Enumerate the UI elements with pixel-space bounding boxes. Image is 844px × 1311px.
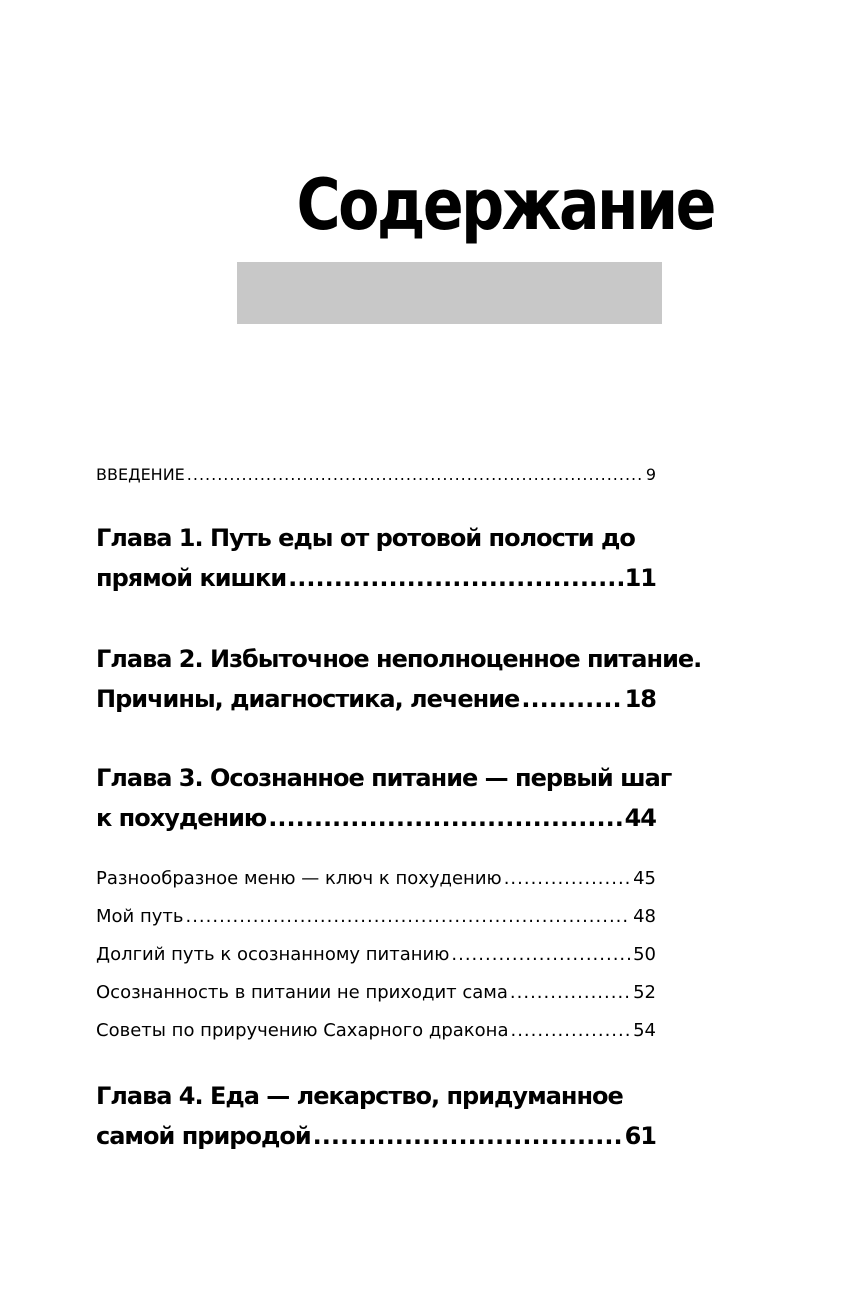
toc-entry-label: Разнообразное меню — ключ к похудению [96, 868, 502, 889]
toc-page-number: 48 [633, 906, 656, 927]
toc-leader-dots [185, 898, 631, 936]
toc-page-number: 11 [624, 564, 656, 592]
toc-chapter-1[interactable] [96, 518, 656, 598]
chapter-title-line1: Глава 3. Осознанное питание — первый шаг [96, 764, 672, 792]
toc-subsection-list [96, 860, 656, 1050]
toc-page-number: 61 [624, 1122, 656, 1150]
toc-page-number: 50 [633, 944, 656, 965]
toc-page-number: 52 [633, 982, 656, 1003]
toc-leader-dots [504, 860, 631, 898]
chapter-title-line2: самой природой [96, 1122, 311, 1150]
toc-leader-dots [510, 974, 631, 1012]
title-underline-bar [237, 262, 662, 324]
toc-leader-dots [187, 460, 644, 490]
toc-leader-dots [451, 936, 631, 974]
page-title: Содержание [296, 164, 714, 246]
toc-leader-dots [288, 558, 622, 598]
toc-leader-dots [268, 798, 622, 838]
toc-page-number: 44 [624, 804, 656, 832]
toc-chapter-4[interactable] [96, 1076, 656, 1156]
chapter-title-line2: к похудению [96, 804, 267, 832]
toc-entry-label: Осознанность в питании не приходит сама [96, 982, 508, 1003]
chapter-title-line2: прямой кишки [96, 564, 287, 592]
toc-chapter-2[interactable] [96, 639, 702, 719]
toc-subsection[interactable] [96, 1012, 656, 1050]
toc-entry-intro[interactable] [96, 460, 656, 490]
toc-subsection[interactable] [96, 860, 656, 898]
toc-entry-label: ВВЕДЕНИЕ [96, 465, 185, 484]
toc-leader-dots [510, 1012, 631, 1050]
toc-entry-label: Советы по приручению Сахарного дракона [96, 1020, 509, 1041]
toc-subsection[interactable] [96, 974, 656, 1012]
toc-entry-label: Долгий путь к осознанному питанию [96, 944, 450, 965]
toc-page-number: 45 [633, 868, 656, 889]
toc-leader-dots [521, 679, 622, 719]
toc-chapter-3[interactable] [96, 758, 672, 838]
toc-page-number: 18 [624, 685, 656, 713]
chapter-title-line1: Глава 1. Путь еды от ротовой полости до [96, 524, 635, 552]
chapter-title-line1: Глава 4. Еда — лекарство, придуманное [96, 1082, 623, 1110]
toc-leader-dots [313, 1116, 623, 1156]
toc-page-number: 54 [633, 1020, 656, 1041]
chapter-title-line2: Причины, диагностика, лечение [96, 685, 520, 713]
toc-subsection[interactable] [96, 898, 656, 936]
toc-entry-label: Мой путь [96, 906, 184, 927]
chapter-title-line1: Глава 2. Избыточное неполноценное питание. [96, 645, 702, 673]
toc-page-number: 9 [645, 465, 656, 484]
toc-subsection[interactable] [96, 936, 656, 974]
